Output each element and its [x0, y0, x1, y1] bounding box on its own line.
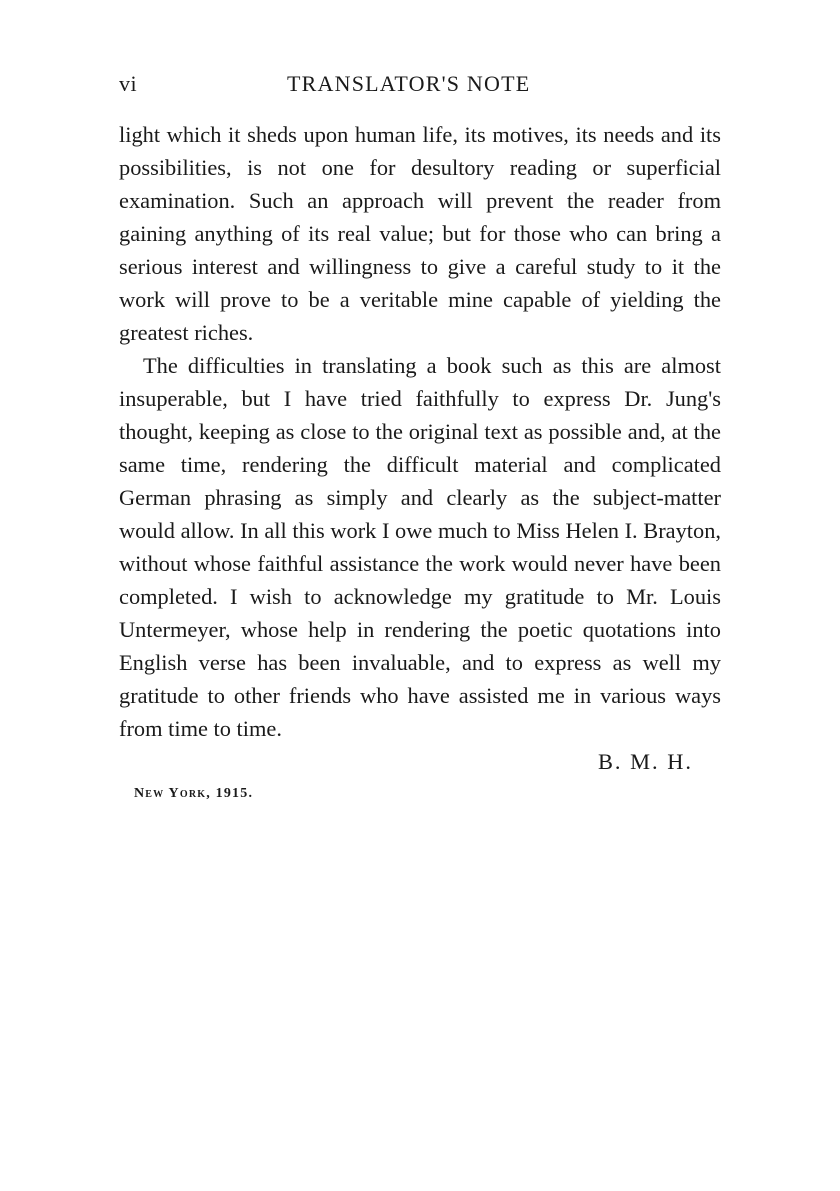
body-text	[119, 118, 721, 745]
paragraph-continuation: light which it sheds upon human life, its motives, its needs and its possibilities, is not one for desultory reading or superficial examination. Such an approach will prevent the reader from gaining anything of its real value; but for those who can bring a serious interest and willingness to give a careful study to it the work will prove to be a veritable mine capable of yielding the greatest riches.	[119, 122, 721, 345]
running-title: TRANSLATOR'S NOTE	[287, 71, 531, 96]
page-number: vi	[119, 71, 138, 96]
page-header	[119, 68, 721, 102]
translator-initials: B. M. H.	[597, 749, 693, 774]
paragraph-acknowledgements: The difficulties in translating a book such as this are almost insuperable, but I have tried faithfully to express Dr. Jung's thought, keeping as close to the original text as possible and, at the same time, rendering the difficult material and complicated German phrasing as simply and clearly as the subject-matter would allow. In all this work I owe much to Miss Helen I. Brayton, without whose faithful assistance the work would never have been completed. I wish to acknowledge my gratitude to Mr. Louis Untermeyer, whose help in rendering the poetic quotations into English verse has been invaluable, and to express as well my gratitude to other friends who have assisted me in various ways from time to time.	[119, 353, 721, 741]
dateline: New York, 1915.	[134, 786, 254, 801]
book-page	[119, 68, 721, 802]
